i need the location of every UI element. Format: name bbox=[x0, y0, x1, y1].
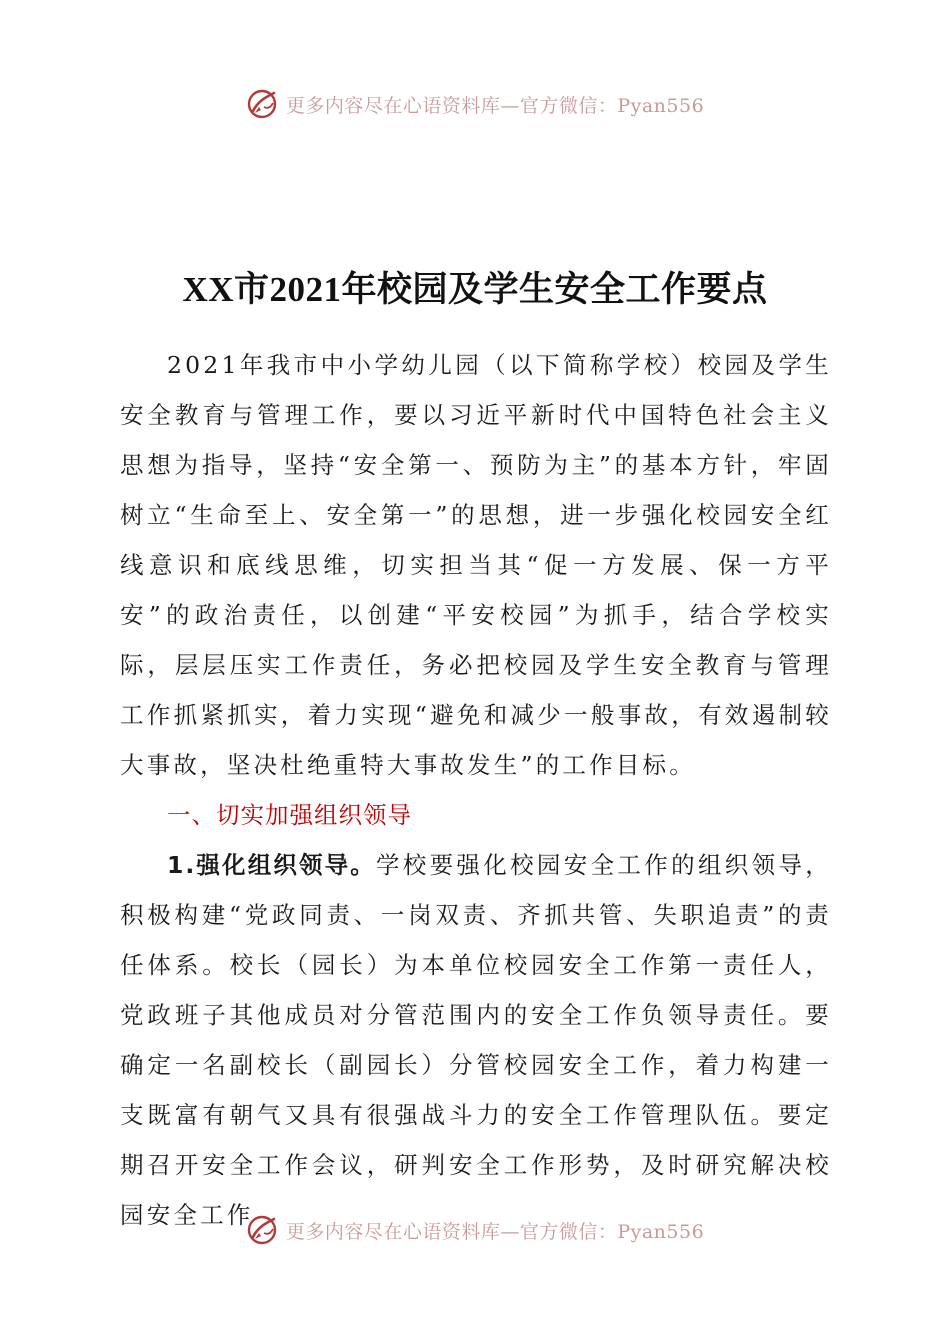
pen-swirl-logo-icon bbox=[246, 1213, 280, 1247]
document-body bbox=[120, 340, 832, 1240]
section-heading: 一、切实加强组织领导 bbox=[167, 801, 412, 829]
pen-swirl-logo-icon bbox=[246, 87, 280, 121]
item-body: 学校要强化校园安全工作的组织领导，积极构建“党政同责、一岗双责、齐抓共管、失职追责”的责任体系。校长（园长）为本单位校园安全工作第一责任人，党政班子其他成员对分管范围内的安全工作负领导责任。要确定一名副校长（副园长）分管校园安全工作，着力构建一支既富有朝气又具有很强战斗力的安全工作管理队伍。要定期召开安全工作会议，研判安全工作形势，及时研究解决校园安全工作 bbox=[120, 851, 832, 1229]
header-watermark-banner bbox=[0, 84, 950, 124]
banner-text: 更多内容尽在心语资料库—官方微信：Pyan556 bbox=[285, 1220, 705, 1243]
footer-watermark-banner bbox=[0, 1210, 950, 1250]
intro-paragraph: 2021年我市中小学幼儿园（以下简称学校）校园及学生安全教育与管理工作，要以习近平新时代中国特色社会主义思想为指导，坚持“安全第一、预防为主”的基本方针，牢固树立“生命至上、安全第一”的思想，进一步强化校园安全红线意识和底线思维，切实担当其“促一方发展、保一方平安”的政治责任，以创建“平安校园”为抓手，结合学校实际，层层压实工作责任，务必把校园及学生安全教育与管理工作抓紧抓实，着力实现“避免和减少一般事故，有效遏制较大事故，坚决杜绝重特大事故发生”的工作目标。 bbox=[120, 351, 832, 779]
item-paragraph bbox=[120, 840, 832, 1240]
document-title: XX市2021年校园及学生安全工作要点 bbox=[182, 270, 768, 309]
item-lead: 1.强化组织领导。 bbox=[167, 851, 376, 879]
banner-text: 更多内容尽在心语资料库—官方微信：Pyan556 bbox=[285, 94, 705, 117]
